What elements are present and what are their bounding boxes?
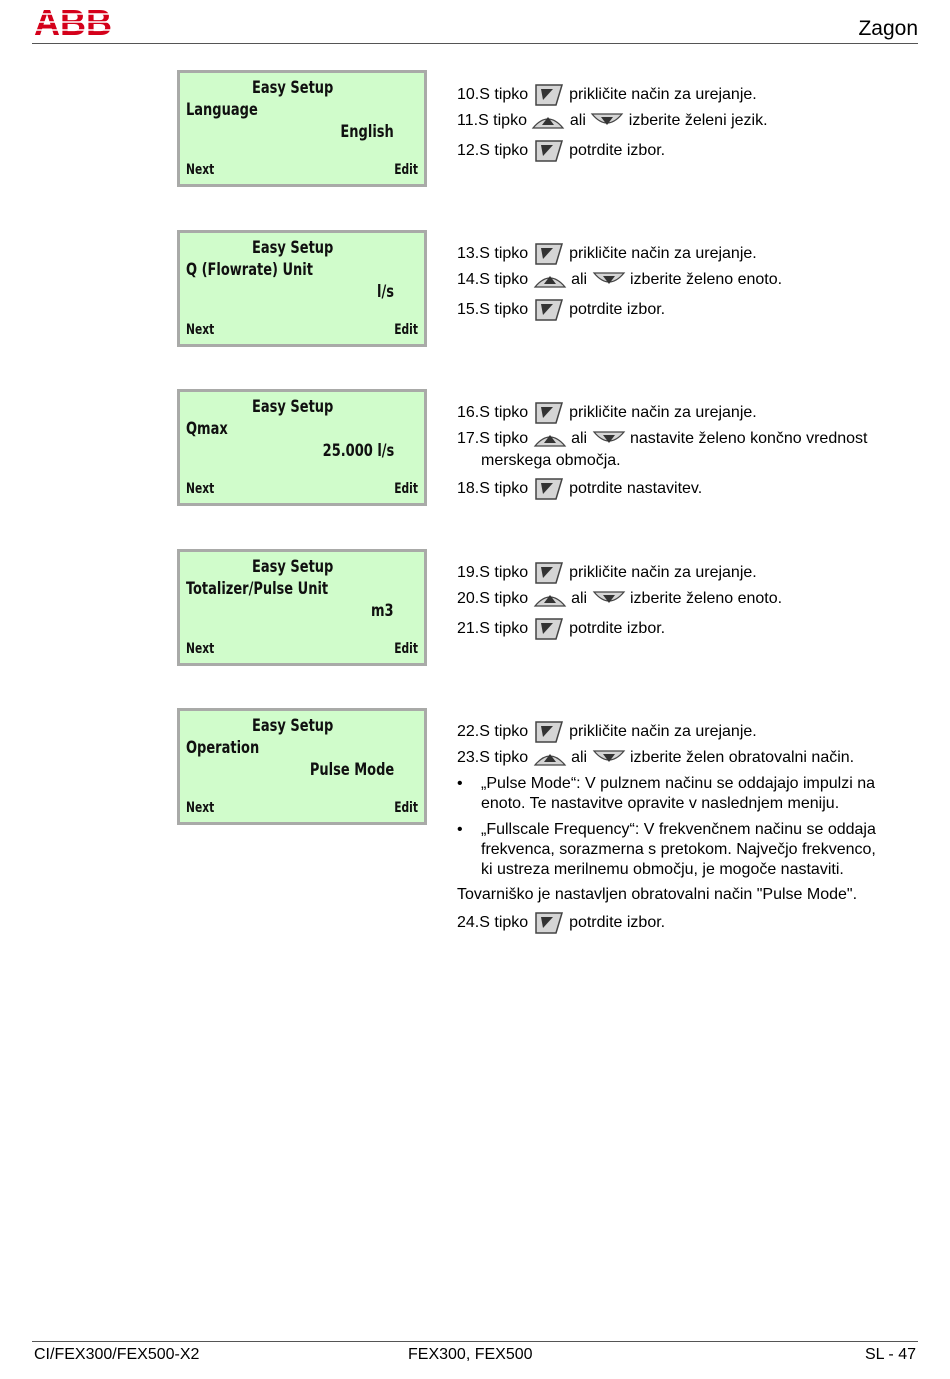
up-key-icon	[533, 590, 567, 608]
factory-default-note: Tovarniško je nastavljen obratovalni način "Pulse Mode".	[457, 886, 858, 903]
step-text: potrdite nastavitev.	[569, 480, 703, 498]
step-22	[457, 719, 757, 745]
step-20	[457, 589, 782, 609]
step-text: prikličite način za urejanje.	[569, 245, 757, 263]
lcd-softkey-next: Next	[186, 322, 215, 338]
footer-document-id: CI/FEX300/FEX500-X2	[34, 1346, 200, 1363]
lcd-screen-operation	[177, 708, 427, 825]
step-text: nastavite želeno končno vrednost	[629, 430, 868, 447]
step-11	[457, 111, 768, 131]
lcd-param: Operation	[186, 738, 260, 758]
step-number: 22.	[457, 723, 480, 741]
lcd-param: Language	[186, 100, 258, 120]
down-key-icon	[592, 749, 626, 767]
lcd-softkey-next: Next	[186, 800, 215, 816]
lcd-title: Easy Setup	[252, 238, 334, 258]
step-s-tipko: S tipko	[479, 590, 533, 607]
step-s-tipko: S tipko	[479, 142, 533, 160]
bullet-2-line-1: „Fullscale Frequency“: V frekvenčnem načinu se oddaja	[481, 821, 876, 838]
step-number: 14.	[457, 271, 480, 288]
lcd-softkey-next: Next	[186, 162, 215, 178]
step-text: potrdite izbor.	[569, 142, 666, 160]
up-key-icon	[531, 112, 565, 130]
lcd-param: Q (Flowrate) Unit	[186, 260, 313, 280]
step-number: 15.	[457, 301, 480, 319]
step-s-tipko: S tipko	[479, 404, 533, 422]
header-divider	[32, 43, 918, 44]
step-number: 17.	[457, 430, 480, 447]
edit-key-icon	[533, 719, 565, 745]
lcd-screen-flowrate-unit	[177, 230, 427, 347]
bullet-2-line-2: frekvenca, sorazmerna s pretokom. Največjo frekvenco,	[481, 841, 876, 858]
edit-key-icon	[533, 82, 565, 108]
step-ali: ali	[571, 430, 588, 447]
step-s-tipko: S tipko	[479, 245, 533, 263]
step-s-tipko: S tipko	[479, 86, 533, 104]
step-text: potrdite izbor.	[569, 914, 666, 932]
step-ali: ali	[571, 271, 588, 288]
step-ali: ali	[571, 590, 588, 607]
lcd-param: Totalizer/Pulse Unit	[186, 579, 329, 599]
edit-key-icon	[533, 400, 565, 426]
step-number: 12.	[457, 142, 480, 160]
bullet-1-line-2: enoto. Te nastavitve opravite v naslednjem meniju.	[481, 795, 840, 812]
lcd-title: Easy Setup	[252, 78, 334, 98]
lcd-title: Easy Setup	[252, 716, 334, 736]
step-text: prikličite način za urejanje.	[569, 404, 757, 422]
step-19	[457, 560, 757, 586]
step-s-tipko: S tipko	[478, 112, 532, 129]
lcd-softkey-next: Next	[186, 641, 215, 657]
step-number: 19.	[457, 564, 480, 582]
edit-key-icon	[533, 297, 565, 323]
down-key-icon	[592, 590, 626, 608]
footer-page-number: SL - 47	[865, 1346, 916, 1363]
step-text: izberite želeno enoto.	[629, 271, 783, 288]
bullet-dot: •	[457, 821, 463, 838]
step-13	[457, 241, 757, 267]
step-10	[457, 82, 757, 108]
svg-text:ABB: ABB	[34, 6, 112, 38]
lcd-value: Pulse Mode	[309, 760, 394, 780]
step-ali: ali	[569, 112, 586, 129]
edit-key-icon	[533, 241, 565, 267]
lcd-softkey-edit: Edit	[394, 481, 418, 497]
step-s-tipko: S tipko	[479, 749, 533, 766]
footer-product: FEX300, FEX500	[408, 1346, 533, 1363]
lcd-screen-qmax	[177, 389, 427, 506]
step-text: izberite želeni jezik.	[628, 112, 768, 129]
lcd-screen-totalizer-unit	[177, 549, 427, 666]
step-number: 13.	[457, 245, 480, 263]
step-s-tipko: S tipko	[479, 914, 533, 932]
lcd-param: Qmax	[186, 419, 228, 439]
step-18	[457, 476, 702, 502]
step-text: izberite želen obratovalni način.	[629, 749, 855, 766]
step-s-tipko: S tipko	[479, 564, 533, 582]
lcd-value: English	[340, 122, 394, 142]
step-text: prikličite način za urejanje.	[569, 564, 757, 582]
step-number: 18.	[457, 480, 480, 498]
step-15	[457, 297, 665, 323]
up-key-icon	[533, 749, 567, 767]
step-12	[457, 138, 665, 164]
step-s-tipko: S tipko	[479, 480, 533, 498]
lcd-softkey-next: Next	[186, 481, 215, 497]
step-text: prikličite način za urejanje.	[569, 723, 757, 741]
step-21	[457, 616, 665, 642]
bullet-2-line-3: ki ustreza merilnemu območju, je mogoče nastaviti.	[481, 861, 844, 878]
section-title: Zagon	[858, 17, 918, 40]
step-s-tipko: S tipko	[479, 723, 533, 741]
step-number: 24.	[457, 914, 480, 932]
step-s-tipko: S tipko	[479, 301, 533, 319]
lcd-title: Easy Setup	[252, 557, 334, 577]
step-text: potrdite izbor.	[569, 301, 666, 319]
lcd-title: Easy Setup	[252, 397, 334, 417]
edit-key-icon	[533, 910, 565, 936]
lcd-softkey-edit: Edit	[394, 641, 418, 657]
step-text: potrdite izbor.	[569, 620, 666, 638]
lcd-screen-language	[177, 70, 427, 187]
step-16	[457, 400, 757, 426]
step-14	[457, 270, 782, 290]
abb-logo	[34, 6, 114, 38]
lcd-softkey-edit: Edit	[394, 800, 418, 816]
step-number: 23.	[457, 749, 480, 766]
step-text: prikličite način za urejanje.	[569, 86, 757, 104]
step-number: 20.	[457, 590, 480, 607]
lcd-softkey-edit: Edit	[394, 162, 418, 178]
edit-key-icon	[533, 476, 565, 502]
up-key-icon	[533, 430, 567, 448]
lcd-value: m3	[371, 601, 394, 621]
step-17-continued: merskega območja.	[481, 452, 621, 469]
step-number: 21.	[457, 620, 480, 638]
footer-divider	[32, 1341, 918, 1342]
step-text: izberite želeno enoto.	[629, 590, 783, 607]
edit-key-icon	[533, 138, 565, 164]
step-number: 16.	[457, 404, 480, 422]
up-key-icon	[533, 271, 567, 289]
step-s-tipko: S tipko	[479, 430, 533, 447]
edit-key-icon	[533, 560, 565, 586]
down-key-icon	[592, 430, 626, 448]
step-23	[457, 748, 854, 768]
bullet-dot: •	[457, 775, 463, 792]
down-key-icon	[592, 271, 626, 289]
down-key-icon	[590, 112, 624, 130]
step-s-tipko: S tipko	[479, 271, 533, 288]
edit-key-icon	[533, 616, 565, 642]
bullet-1-line-1: „Pulse Mode“: V pulznem načinu se oddajajo impulzi na	[481, 775, 875, 792]
step-number: 10.	[457, 86, 480, 104]
step-ali: ali	[571, 749, 588, 766]
step-s-tipko: S tipko	[479, 620, 533, 638]
step-number: 11.	[457, 112, 479, 129]
lcd-value: l/s	[377, 282, 394, 302]
step-24	[457, 910, 665, 936]
step-17	[457, 429, 867, 449]
lcd-softkey-edit: Edit	[394, 322, 418, 338]
lcd-value: 25.000 l/s	[322, 441, 394, 461]
